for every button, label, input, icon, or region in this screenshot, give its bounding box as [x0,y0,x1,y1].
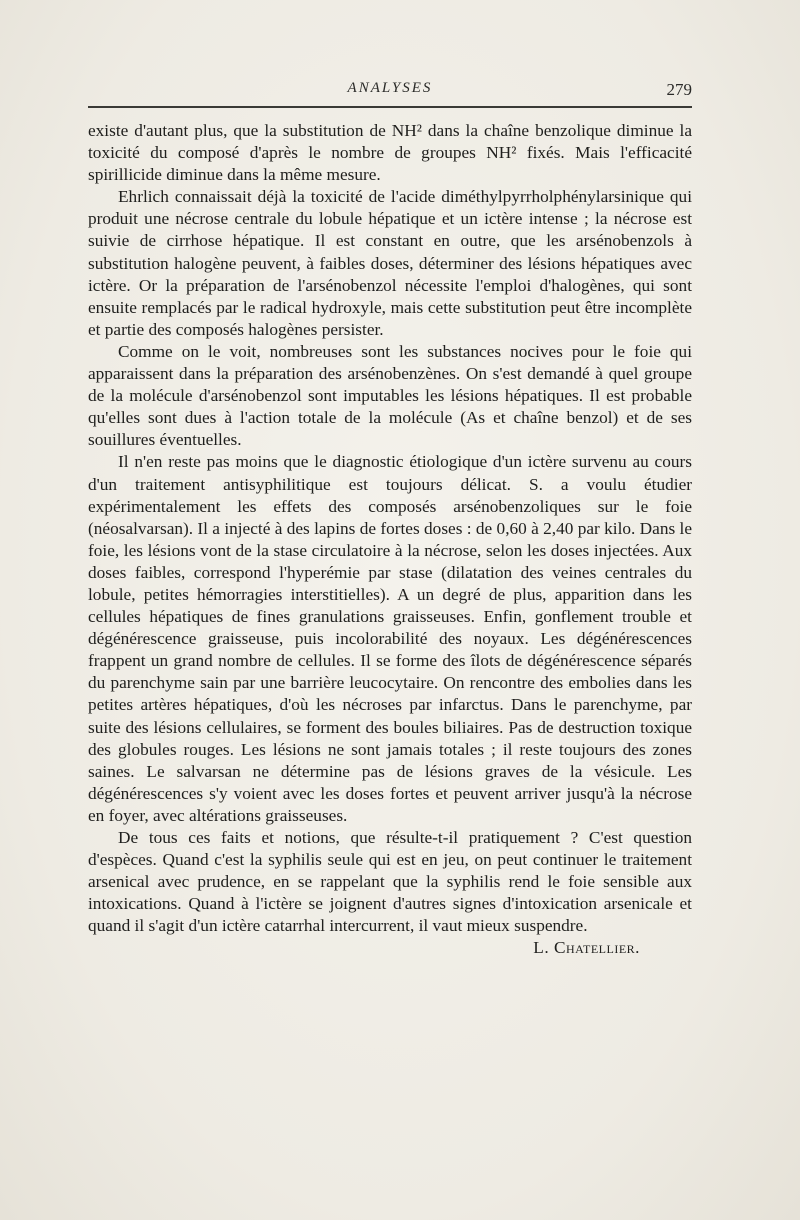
running-header [88,80,692,102]
page-number: 279 [666,80,692,99]
paragraph-3: Comme on le voit, nombreuses sont les substances nocives pour le foie qui apparaissent dans la préparation des arsénobenzènes. On s'est demandé à quel groupe de la molécule d'arsénobenzol sont imputables les lésions hépatiques. Il est probable qu'elles sont dues à l'action totale de la molécule (As et chaîne benzol) et de ses souillures éventuelles. [88,341,692,450]
header-rule [88,106,692,108]
paragraph-5: De tous ces faits et notions, que résulte-t-il pratiquement ? C'est question d'espèces. Quand c'est la syphilis seule qui est en jeu, on peut continuer le traitement arsenical avec prudence, en se rappelant que la syphilis rend le foie sensible aux intoxications. Quand à l'ictère se joignent d'autres signes d'intoxication arsenicale et quand il s'agit d'un ictère catarrhal intercurrent, il vaut mieux suspendre. [88,828,692,936]
paragraph-1: existe d'autant plus, que la substitution de NH² dans la chaîne benzolique diminue la toxicité du composé d'après le nombre de groupes NH² fixés. Mais l'efficacité spirillicide diminue dans la même mesure. [88,121,692,185]
paragraph-2: Ehrlich connaissait déjà la toxicité de l'acide diméthylpyrrholphénylarsinique qui produit une nécrose centrale du lobule hépatique et un ictère intense ; la nécrose est suivie de cirrhose hépatique. Il est constant en outre, que les arsénobenzols à substitution halogène peuvent, à faibles doses, déterminer des lésions hépatiques avec ictère. Or la préparation de l'arsénobenzol nécessite l'emploi d'halogènes, qui sont ensuite remplacés par le radical hydroxyle, mais cette substitution peut être incomplète et partie des composés halogènes persister. [88,187,692,339]
author-signature: L. Chatellier. [533,938,640,958]
paragraph-4: Il n'en reste pas moins que le diagnostic étiologique d'un ictère survenu au cours d'un traitement antisyphilitique est toujours délicat. S. a voulu étudier expérimentalement les effets des composés arsénobenzoliques sur le foie (néosalvarsan). Il a injecté à des lapins de fortes doses : de 0,60 à 2,40 par kilo. Dans le foie, les lésions vont de la stase circulatoire à la nécrose, selon les doses injectées. Aux doses faibles, correspond l'hyperémie par stase (dilatation des veines centrales du lobule, petites hémorragies interstitielles). A un degré de plus, apparition dans les cellules hépatiques de fines granulations graisseuses. Enfin, gonflement trouble et dégénérescence graisseuse, puis incolorabilité des noyaux. Les dégénérescences frappent un grand nombre de cellules. Il se forme des îlots de dégénérescence séparés du parenchyme sain par une barrière leucocytaire. On rencontre des embolies dans les petites artères hépatiques, d'où les nécroses par infarctus. Dans le parenchyme, par suite des lésions cellulaires, se forment des boules biliaires. Pas de destruction toxique des globules rouges. Les lésions ne sont jamais totales ; il reste toujours des zones saines. Le salvarsan ne détermine pas de lésions graves de la vésicule. Les dégénérescences s'y voient avec les doses fortes et peuvent arriver jusqu'à la nécrose en foyer, avec altérations graisseuses. [88,452,692,825]
article-body [88,120,692,960]
running-title: ANALYSES [347,80,433,96]
